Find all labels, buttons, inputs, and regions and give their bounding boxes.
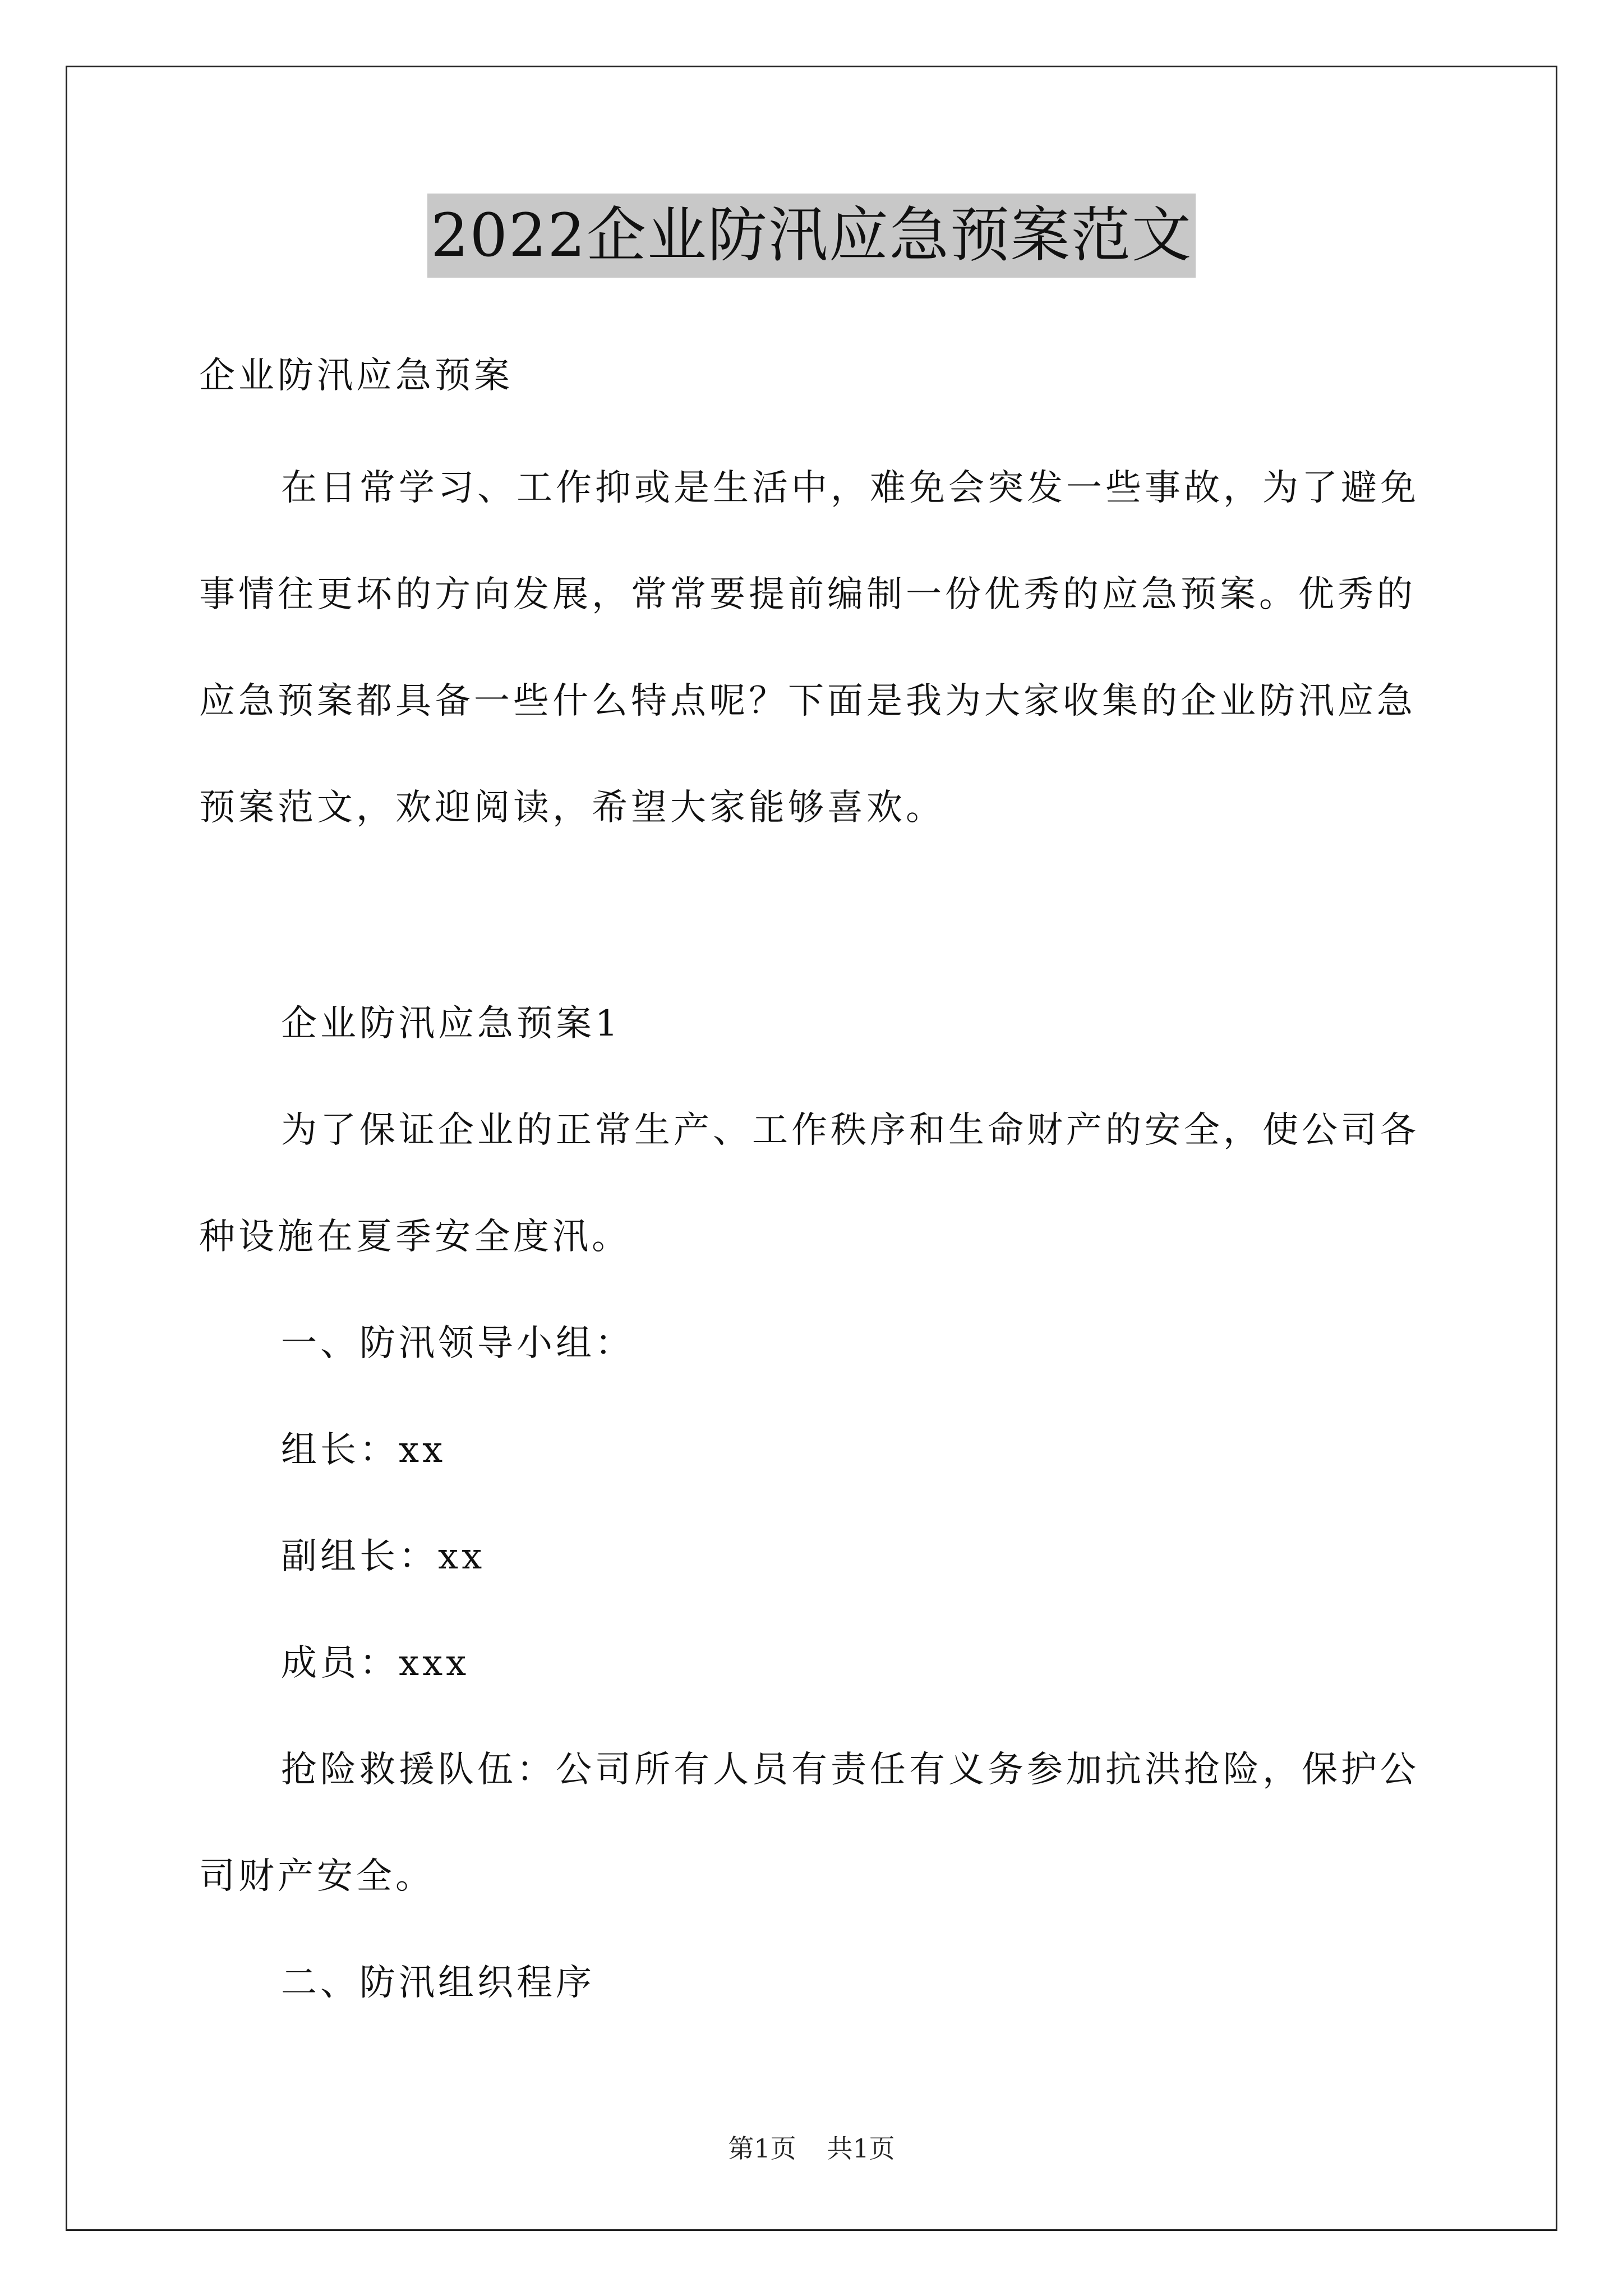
- current-page-label: 第1页: [728, 2133, 796, 2164]
- group-heading: 一、防汛领导小组：: [281, 1323, 634, 1364]
- intro-paragraph: 在日常学习、工作抑或是生活中，难免会突发一些事故，为了避免事情往更坏的方向发展，常常要提前编制一份优秀的应急预案。优秀的应急预案都具备一些什么特点呢？下面是我为大家收集的企业防汛应急预案范文，欢迎阅读，希望大家能够喜欢。: [199, 467, 1419, 829]
- rescue-team-paragraph: 抢险救援队伍：公司所有人员有责任有义务参加抗洪抢险，保护公司财产安全。: [199, 1749, 1419, 1897]
- page-footer: [0, 2132, 1623, 2165]
- leader-line: 组长：xx: [281, 1429, 446, 1471]
- title-container: [0, 194, 1623, 278]
- section-heading: 企业防汛应急预案1: [281, 1003, 621, 1045]
- members-line: 成员：xxx: [281, 1642, 470, 1684]
- document-subtitle: 企业防汛应急预案: [199, 355, 513, 397]
- document-title: 2022企业防汛应急预案范文: [427, 194, 1196, 278]
- purpose-paragraph: 为了保证企业的正常生产、工作秩序和生命财产的安全，使公司各种设施在夏季安全度汛。: [199, 1110, 1419, 1258]
- total-pages-label: 共1页: [827, 2133, 895, 2164]
- procedure-heading: 二、防汛组织程序: [281, 1962, 595, 2004]
- deputy-leader-line: 副组长：xx: [281, 1536, 486, 1577]
